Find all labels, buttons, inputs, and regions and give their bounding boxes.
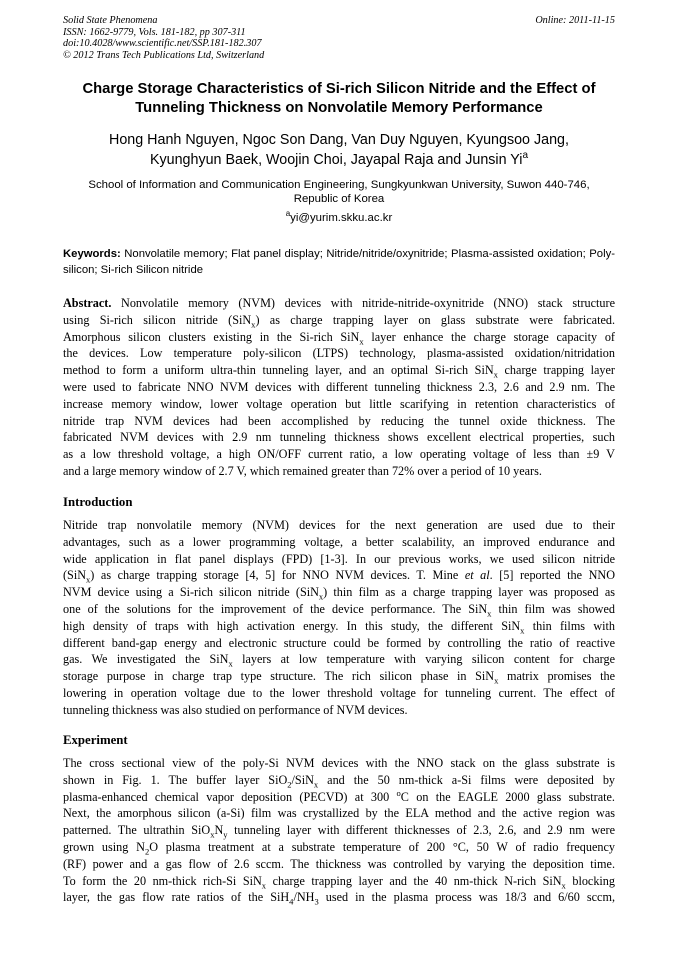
introduction-body [63,517,615,719]
introduction-lines [63,517,615,719]
text-line: storage purpose in charge trap type structure. The rich silicon phase in SiN$_x$ matrix promises the [63,669,615,686]
journal-copyright: © 2012 Trans Tech Publications Ltd, Switzerland [63,49,265,61]
author-line: Kyunghyun Baek, Woojin Choi, Jayapal Raja and Junsin Yi$^a$ [149,150,529,168]
text-line: using Si-rich silicon nitride (SiN$_x$) as charge trapping layer on glass substrate were fabricated. [63,312,616,330]
text-line: layer, the gas flow rate ratios of the $SiH_4/NH_3$ used in the plasma process was 18/3 and 6/60 sccm, [63,890,615,907]
affiliation-line: Republic of Korea [293,193,385,206]
text-line: method to form a uniform ultra-thin tunneling layer, and an optimal Si-rich SiN$_x$ charge trapping layer [63,363,615,380]
paper-title [58,80,620,118]
text-line: wide application in flat panel displays (FPD) [1-3]. In our previous works, we used silicon nitride [63,551,615,566]
text-line: tunneling thickness was also studied on performance of NVM devices. [63,702,408,717]
text-line: patterned. The ultrathin $SiO_xN_y$ tunneling layer with different thicknesses of 2.3, 2.6, and 2.9 nm were [63,823,616,840]
text-line: nitride trap NVM devices had been accomplished by reducing the tunnel oxide thickness. The [63,413,615,428]
text-line: as a low threshold voltage, a high ON/OFF current ratio, a low operating voltage of less than ±9 V [63,447,615,462]
text-line: Nitride trap nonvolatile memory (NVM) devices for the next generation are used due to their [63,518,615,532]
abstract [63,295,615,480]
text-line: and a large memory window of 2.7 V, which remained greater than 72% over a period of 10 years. [63,463,542,478]
text-line: were used to fabricate NNO NVM devices with different tunneling thickness 2.3, 2.6 and 2.9 nm. The [63,379,615,394]
text-line: (RF) power and a gas flow of 2.6 sccm. The thickness was controlled by varying the deposition time. [63,856,615,871]
text-line: high density of traps with high activation energy. In this study, the different SiN$_x$ thin films with [63,618,616,636]
abstract-label: Abstract. [63,296,112,310]
experiment-heading: Experiment [63,733,128,747]
affiliation [63,178,615,207]
text-line: advantages, such as a lower programming voltage, a better scalability, an improved endurance and [63,534,615,549]
text-line: fabricated NVM devices with 2.9 nm tunneling thickness shows excellent electrical properties, such [63,430,615,445]
contact-email [63,211,615,225]
author-mark: a [522,150,529,162]
text-line: grown using $N_2O$ plasma treatment at a substrate temperature of 200 °C, 50 W of radio frequency [63,839,615,857]
keywords-text: Nonvolatile memory; Flat panel display; Nitride/nitride/oxynitride; Plasma-assisted oxidation; Poly-silicon; Si-rich Silicon nitride [63,248,615,276]
journal-name: Solid State Phenomena [63,15,158,26]
text-line: different band-gap energy and electronic structure could be formed by controlling the ratio of reactive [63,635,615,650]
text-line: Abstract. Nonvolatile memory (NVM) devices with nitride-nitride-oxynitride (NNO) stack structure [63,296,615,310]
author-list [58,130,620,170]
text-line: The cross sectional view of the poly-Si NVM devices with the NNO stack on the glass substrate is [63,756,615,770]
abstract-lines [63,295,615,480]
text-line: the devices. Low temperature poly-silicon (LTPS) technology, plasma-assisted oxidation/nitridation [63,346,615,361]
online-date: Online: 2011-11-15 [535,15,615,26]
text-line: one of the solutions for the improvement of the device performance. The SiN$_x$ thin film was showed [63,601,615,619]
text-line: plasma-enhanced chemical vapor deposition (PECVD) at 300 $^o$C on the EAGLE 2000 glass substrate. [63,787,615,804]
title-line: Tunneling Thickness on Nonvolatile Memory Performance [135,100,543,116]
introduction-heading: Introduction [63,495,133,509]
journal-issn: ISSN: 1662-9779, Vols. 181-182, pp 307-311 [63,26,246,38]
text-line: shown in Fig. 1. The buffer layer SiO$_2$/SiN$_x$ and the 50 nm-thick a-Si films were deposited by [63,772,616,790]
email-mark: a [285,209,291,219]
text-line: (SiN$_x$) as charge trapping storage [4, 5] for NNO NVM devices. T. Mine et al. [5] reported the NNO [63,568,615,585]
text-line: lowering in operation voltage due to the lower threshold voltage for tunneling current. The effect of [63,685,615,700]
journal-info [63,15,264,61]
email-address: yi@yurim.skku.ac.kr [290,212,393,224]
title-line: Charge Storage Characteristics of Si-rich Silicon Nitride and the Effect of [82,81,596,97]
text-line: gas. We investigated the SiN$_x$ layers at low temperature with varying silicon content for charge [63,652,615,669]
author-line: Hong Hanh Nguyen, Ngoc Son Dang, Van Duy Nguyen, Kyungsoo Jang, [109,132,569,148]
keywords [63,247,615,278]
journal-doi: doi:10.4028/www.scientific.net/SSP.181-182.307 [63,38,262,50]
text-line: Amorphous silicon clusters existing in the Si-rich SiN$_x$ layer enhance the charge storage capacity of [63,329,615,347]
text-line: To form the 20 nm-thick rich-Si SiN$_x$ charge trapping layer and the 40 nm-thick N-rich SiN$_x$ blocking [63,873,615,891]
keywords-label: Keywords: [63,248,121,260]
text-line: increase memory window, lower voltage operation but little scarifying in retention characteristics of [63,396,615,411]
text-line: NVM device using a Si-rich silicon nitride (SiN$_x$) thin film as a charge trapping layer was proposed as [63,585,615,602]
experiment-body [63,755,615,906]
affiliation-line: School of Information and Communication Engineering, Sungkyunkwan University, Suwon 440-746, [88,179,590,191]
text-line: Next, the amorphous silicon (a-Si) film was crystallized by the ELA method and the active region was [63,806,615,821]
experiment-lines [63,755,615,906]
